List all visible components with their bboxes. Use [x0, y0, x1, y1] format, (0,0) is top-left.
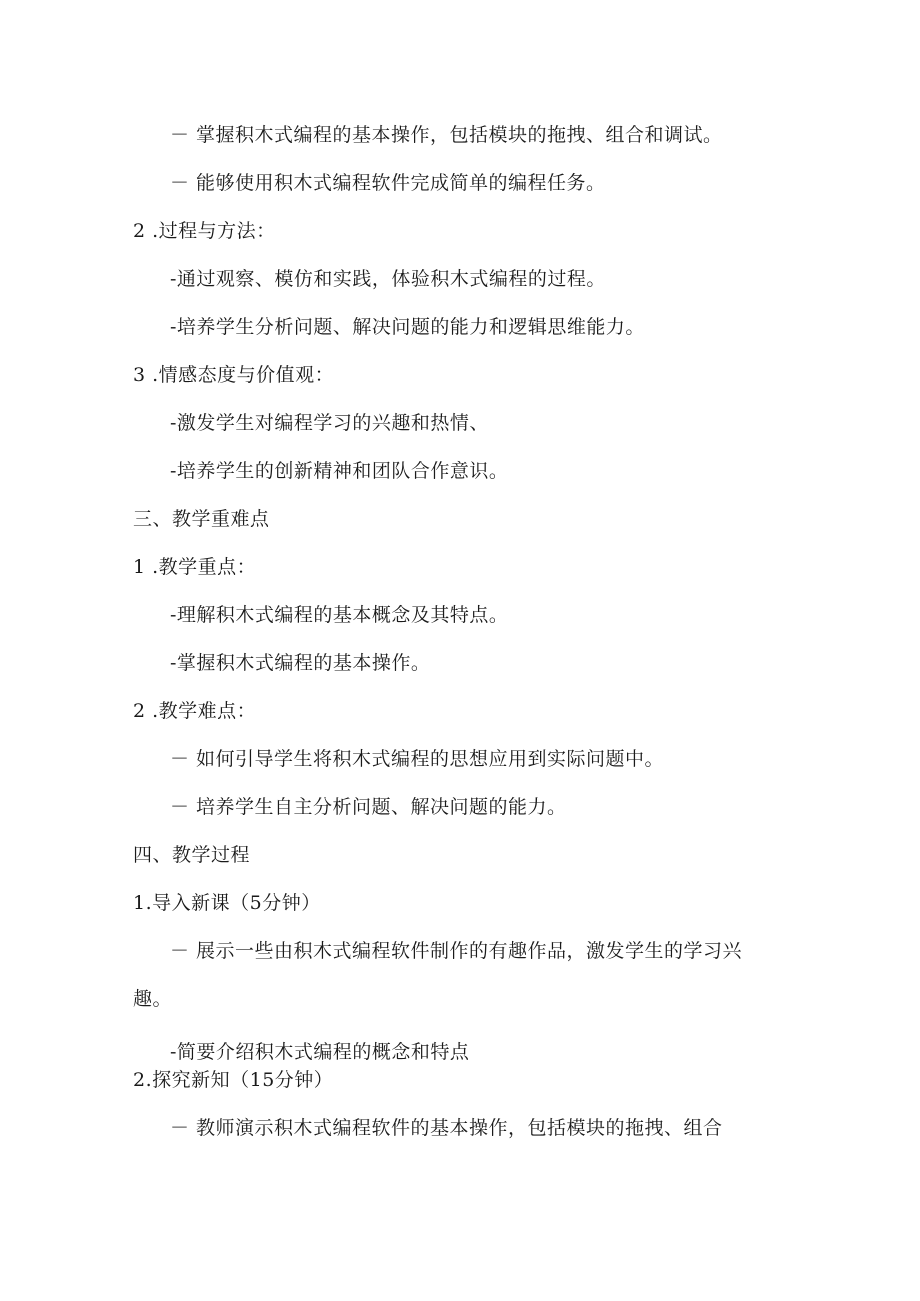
objective-emotion-item-1: -激发学生对编程学习的兴趣和热情、	[170, 412, 489, 434]
objective-process-item-1: -通过观察、模仿和实践，体验积木式编程的过程。	[170, 268, 606, 290]
intro-item-1-line-1: － 展示一些由积木式编程软件制作的有趣作品，激发学生的学习兴	[170, 940, 743, 962]
heading-introduction: 1.导入新课（5分钟）	[133, 892, 321, 914]
heading-process-method: 2 .过程与方法：	[133, 220, 276, 242]
difficult-point-item-1: － 如何引导学生将积木式编程的思想应用到实际问题中。	[170, 748, 665, 770]
key-point-item-1: -理解积木式编程的基本概念及其特点。	[170, 604, 509, 626]
key-point-item-2: -掌握积木式编程的基本操作。	[170, 652, 431, 674]
objective-knowledge-item-2: － 能够使用积木式编程软件完成简单的编程任务。	[170, 172, 606, 194]
heading-key-points: 1 .教学重点：	[133, 556, 257, 578]
objective-knowledge-item-1: － 掌握积木式编程的基本操作，包括模块的拖拽、组合和调试。	[170, 124, 723, 146]
objective-process-item-2: -培养学生分析问题、解决问题的能力和逻辑思维能力。	[170, 316, 645, 338]
section-heading-key-difficult: 三、教学重难点	[133, 508, 270, 530]
difficult-point-item-2: － 培养学生自主分析问题、解决问题的能力。	[170, 796, 567, 818]
heading-explore: 2.探究新知（15分钟）	[133, 1069, 334, 1091]
intro-item-2: -简要介绍积木式编程的概念和特点	[170, 1041, 470, 1063]
section-heading-teaching-process: 四、教学过程	[133, 844, 251, 866]
intro-item-1-line-2: 趣。	[133, 988, 173, 1010]
heading-difficult-points: 2 .教学难点：	[133, 700, 257, 722]
objective-emotion-item-2: -培养学生的创新精神和团队合作意识。	[170, 460, 509, 482]
explore-item-1: － 教师演示积木式编程软件的基本操作，包括模块的拖拽、组合	[170, 1117, 723, 1139]
heading-emotion-values: 3 .情感态度与价值观：	[133, 364, 335, 386]
